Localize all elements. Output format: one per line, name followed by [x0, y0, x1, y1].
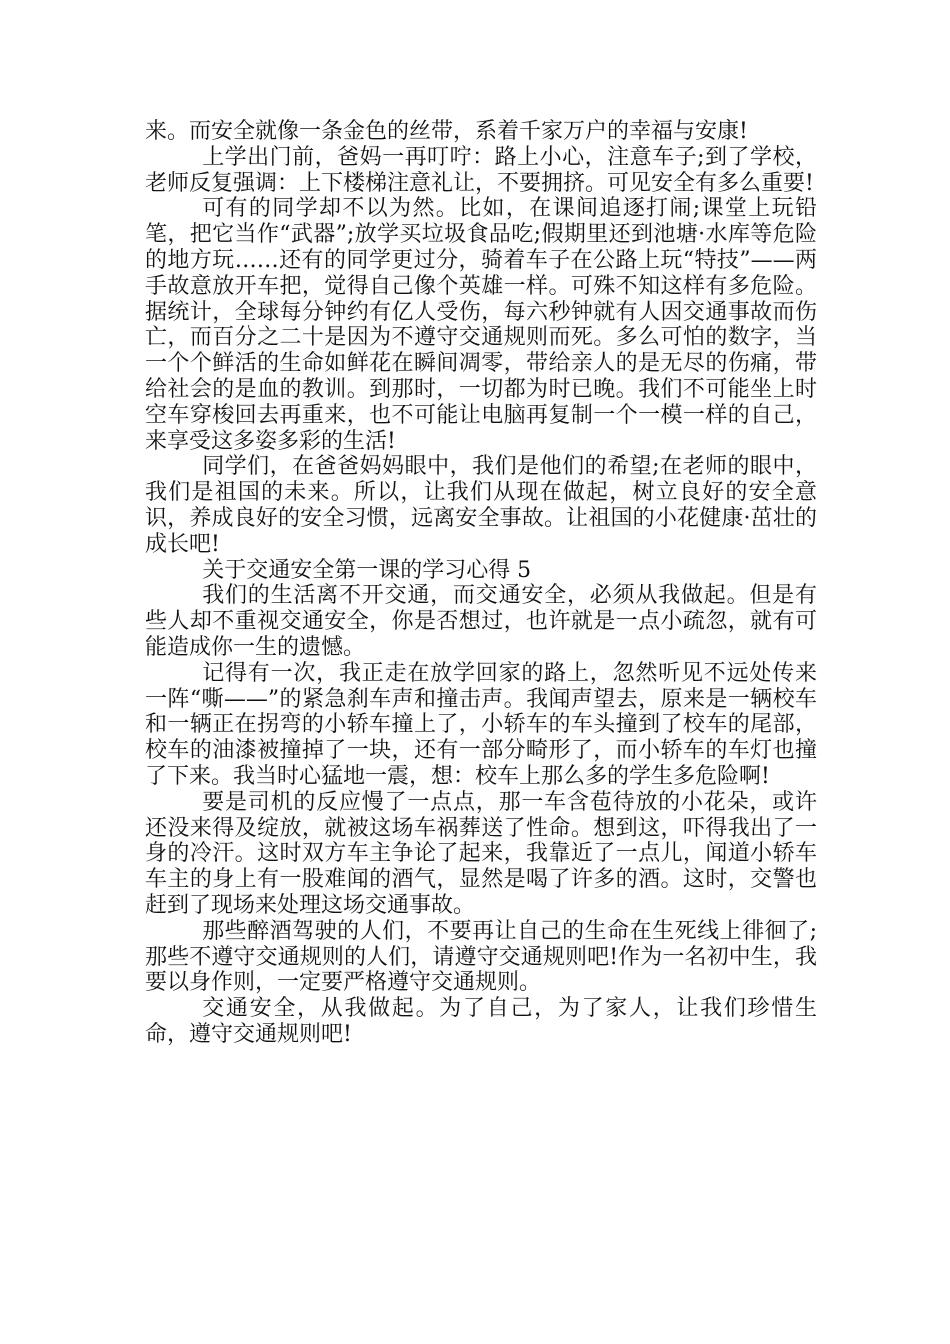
paragraph-drunk-driver: 要是司机的反应慢了一点点，那一车含苞待放的小花朵，或许还没来得及绽放，就被这场车祸葬送了性命。想到这，吓得我出了一身的冷汗。这时双方车主争论了起来，我靠近了一点儿，闻道小轿车车主的身上有一股难闻的酒气，显然是喝了许多的酒。这时，交警也赶到了现场来处理这场交通事故。 — [145, 789, 817, 918]
document-page — [145, 119, 817, 1048]
paragraph-appeal: 那些醉酒驾驶的人们，不要再让自己的生命在生死线上徘徊了;那些不遵守交通规则的人们，请遵守交通规则吧!作为一名初中生，我要以身作则，一定要严格遵守交通规则。 — [145, 918, 817, 996]
paragraph-traffic-intro: 我们的生活离不开交通，而交通安全，必须从我做起。但是有些人却不重视交通安全，你是否想过，也许就是一点小疏忽，就有可能造成你一生的遗憾。 — [145, 583, 817, 660]
paragraph-continuation: 来。而安全就像一条金色的丝带，系着千家万户的幸福与安康! — [145, 119, 748, 144]
paragraph-accident-story: 记得有一次，我正走在放学回家的路上，忽然听见不远处传来一阵“嘶——”的紧急刹车声和撞击声。我闻声望去，原来是一辆校车和一辆正在拐弯的小轿车撞上了，小轿车的车头撞到了校车的尾部，校车的油漆被撞掉了一块，还有一部分畸形了，而小轿车的车灯也撞了下来。我当时心猛地一震，想：校车上那么多的学生多危险啊! — [145, 660, 817, 789]
paragraph-conclusion: 交通安全，从我做起。为了自己，为了家人，让我们珍惜生命，遵守交通规则吧! — [145, 996, 817, 1047]
paragraph-dangerous-behaviors: 可有的同学却不以为然。比如，在课间追逐打闹;课堂上玩铅笔，把它当作“武器”;放学买垃圾食品吃;假期里还到池塘·水库等危险的地方玩……还有的同学更过分，骑着车子在公路上玩“特技”——两手故意放开车把，觉得自己像个英雄一样。可殊不知这样有多危险。据统计，全球每分钟约有亿人受伤，每六秒钟就有人因交通事故而伤亡，而百分之二十是因为不遵守交通规则而死。多么可怕的数字，当一个个鲜活的生命如鲜花在瞬间凋零，带给亲人的是无尽的伤痛，带给社会的是血的教训。到那时，一切都为时已晚。我们不可能坐上时空车穿梭回去再重来，也不可能让电脑再复制一个一模一样的自己，来享受这多姿多彩的生活! — [145, 196, 817, 454]
paragraph-call-to-action: 同学们，在爸爸妈妈眼中，我们是他们的希望;在老师的眼中，我们是祖国的未来。所以，让我们从现在做起，树立良好的安全意识，养成良好的安全习惯，远离安全事故。让祖国的小花健康·茁壮的成长吧! — [145, 454, 817, 557]
section-heading: 关于交通安全第一课的学习心得 5 — [202, 557, 532, 583]
paragraph-parents-teachers-advice: 上学出门前，爸妈一再叮咛：路上小心，注意车子;到了学校，老师反复强调：上下楼梯注意礼让，不要拥挤。可见安全有多么重要! — [145, 144, 817, 196]
